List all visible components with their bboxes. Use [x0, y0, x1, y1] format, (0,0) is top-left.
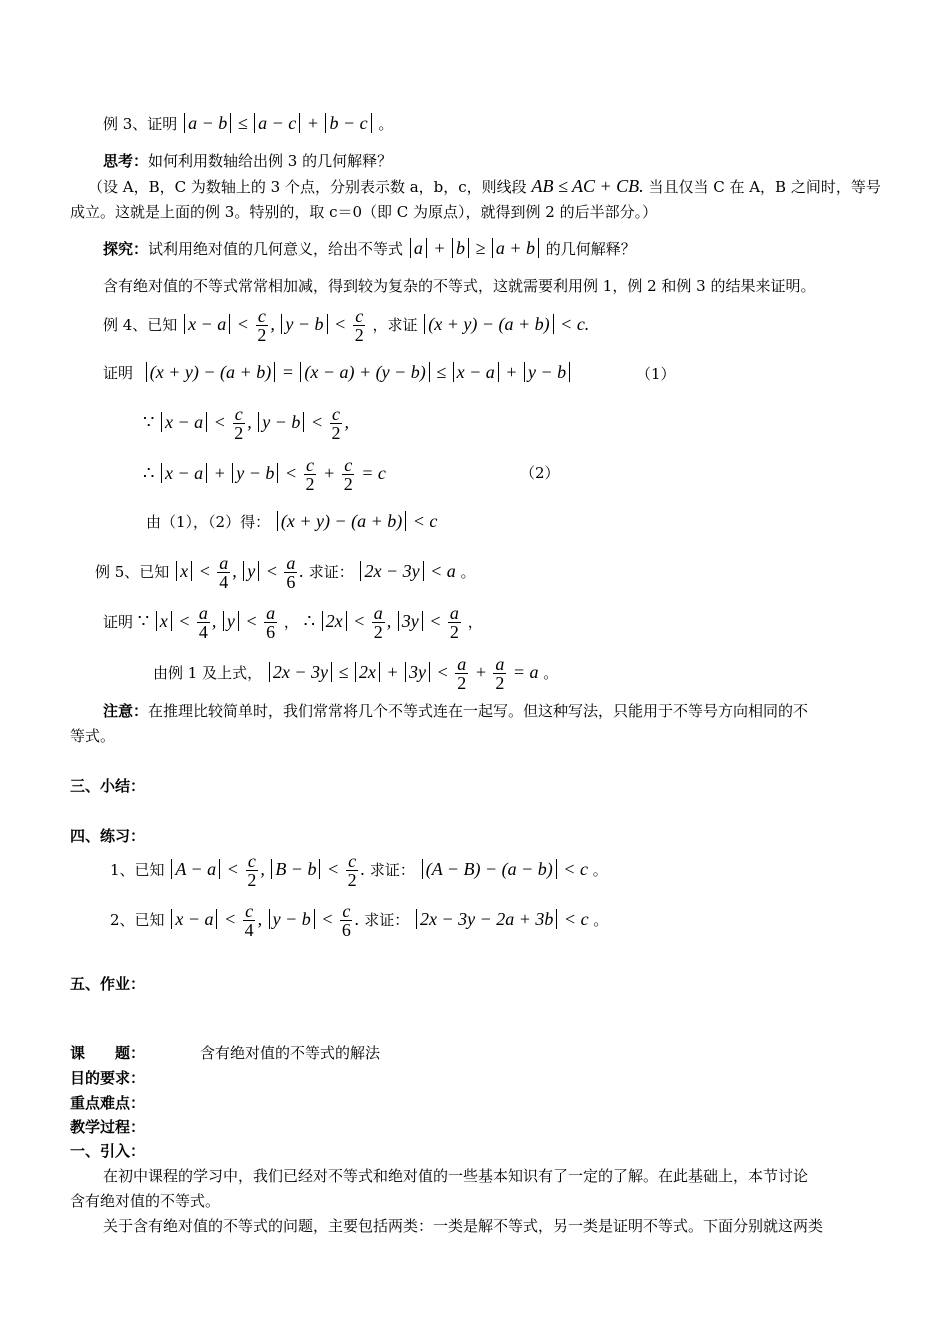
- think-paragraph: （设 A，B，C 为数轴上的 3 个点，分别表示数 a，b，c，则线段 AB ≤ AC + CB. 当且仅当 C 在 A，B 之间时，等号: [88, 176, 881, 196]
- think-paragraph-2: 成立。这就是上面的例 3。特别的，取 c＝0（即 C 为原点），就得到例 2 的后半部分。）: [70, 203, 658, 221]
- example-4: 例 4、已知 x − a < $\frac{c}{2}$ , y − b < $\frac{c}{2}$ ，求证 (x + y) − (a + b) < c.: [103, 306, 590, 346]
- intro-para-1b: 含有绝对值的不等式。: [70, 1192, 221, 1210]
- example-4-given: x − a < $\frac{c}{2}$ , y − b < $\frac{c}{2}$: [182, 314, 368, 334]
- intro-para-2: 关于含有绝对值的不等式的问题，主要包括两类：一类是解不等式，另一类是证明不等式。下面分别就这两类: [103, 1217, 824, 1235]
- proof-4-line-1: 证明 (x + y) − (a + b) = (x − a) + (y − b) ≤ x − a + y − b: [103, 362, 572, 383]
- note-line-2: 等式。: [70, 727, 116, 745]
- section-practice: 四、练习：: [70, 827, 146, 845]
- explore-heading: 探究：试利用绝对值的几何意义，给出不等式 a + b ≥ a + b 的几何解释？: [103, 238, 636, 258]
- proof-4-conclusion: 由（1），（2）得： (x + y) − (a + b) < c: [146, 511, 438, 531]
- eq-number-1: （1）: [636, 365, 676, 383]
- eq-number-2: （2）: [520, 464, 560, 482]
- section-summary: 三、小结：: [70, 777, 146, 795]
- example-5-given: x < $\frac{a}{4}$ , y < $\frac{a}{6}$ .: [174, 561, 304, 581]
- proof-4-line-3: ∴ x − a + y − b < $\frac{c}{2}$ + $\frac{c}{2}$ = c: [143, 455, 386, 495]
- proof-5-line-2: 由例 1 及上式， 2x − 3y ≤ 2x + 3y < $\frac{a}{2}$ + $\frac{a}{2}$ = a 。: [153, 654, 559, 694]
- lesson-key-points: 重点难点：: [70, 1094, 146, 1112]
- example-5: 例 5、已知 x < $\frac{a}{4}$ , y < $\frac{a}{6}$ . 求证： 2x − 3y < a 。: [95, 553, 476, 593]
- lesson-topic: 含有绝对值的不等式的解法: [200, 1044, 381, 1062]
- proof-5-line-1: 证明 ∵ x < $\frac{a}{4}$ , y < $\frac{a}{6}$ ， ∴ 2x < $\frac{a}{2}$ , 3y < $\frac{a}{2}$ ，: [103, 603, 483, 643]
- practice-1: 1、已知 A − a < $\frac{c}{2}$ , B − b < $\frac{c}{2}$ . 求证： (A − B) − (a − b) < c 。: [110, 851, 608, 891]
- example-3-formula: a − b ≤ a − c + b − c: [182, 113, 373, 133]
- example-4-goal: (x + y) − (a + b) < c.: [422, 314, 589, 334]
- note: 注意：在推理比较简单时，我们常常将几个不等式连在一起写。但这种写法，只能用于不等号方向相同的不: [103, 702, 809, 720]
- think-heading: 思考：如何利用数轴给出例 3 的几何解释？: [103, 152, 393, 170]
- example-5-goal: 2x − 3y < a: [358, 561, 455, 581]
- intro-para-1a: 在初中课程的学习中，我们已经对不等式和绝对值的一些基本知识有了一定的了解。在此基础上，本节讨论: [103, 1167, 809, 1185]
- lesson-process: 教学过程：: [70, 1118, 146, 1136]
- lesson-goal: 目的要求：: [70, 1069, 146, 1087]
- lesson-topic-label: 课 题：: [70, 1044, 146, 1062]
- example-3: 例 3、证明 a − b ≤ a − c + b − c 。: [103, 113, 394, 133]
- explore-formula: a + b ≥ a + b: [408, 238, 541, 258]
- proof-4-line-2: ∵ x − a < $\frac{c}{2}$ , y − b < $\frac{c}{2}$ ,: [143, 404, 350, 444]
- practice-2: 2、已知 x − a < $\frac{c}{4}$ , y − b < $\frac{c}{6}$ . 求证： 2x − 3y − 2a + 3b < c 。: [110, 901, 609, 941]
- paragraph-combine: 含有绝对值的不等式常常相加减，得到较为复杂的不等式，这就需要利用例 1，例 2 和例 3 的结果来证明。: [103, 277, 816, 295]
- segment-formula: AB ≤ AC + CB.: [531, 176, 644, 196]
- intro-heading: 一、引入：: [70, 1142, 146, 1160]
- section-homework: 五、作业：: [70, 975, 146, 993]
